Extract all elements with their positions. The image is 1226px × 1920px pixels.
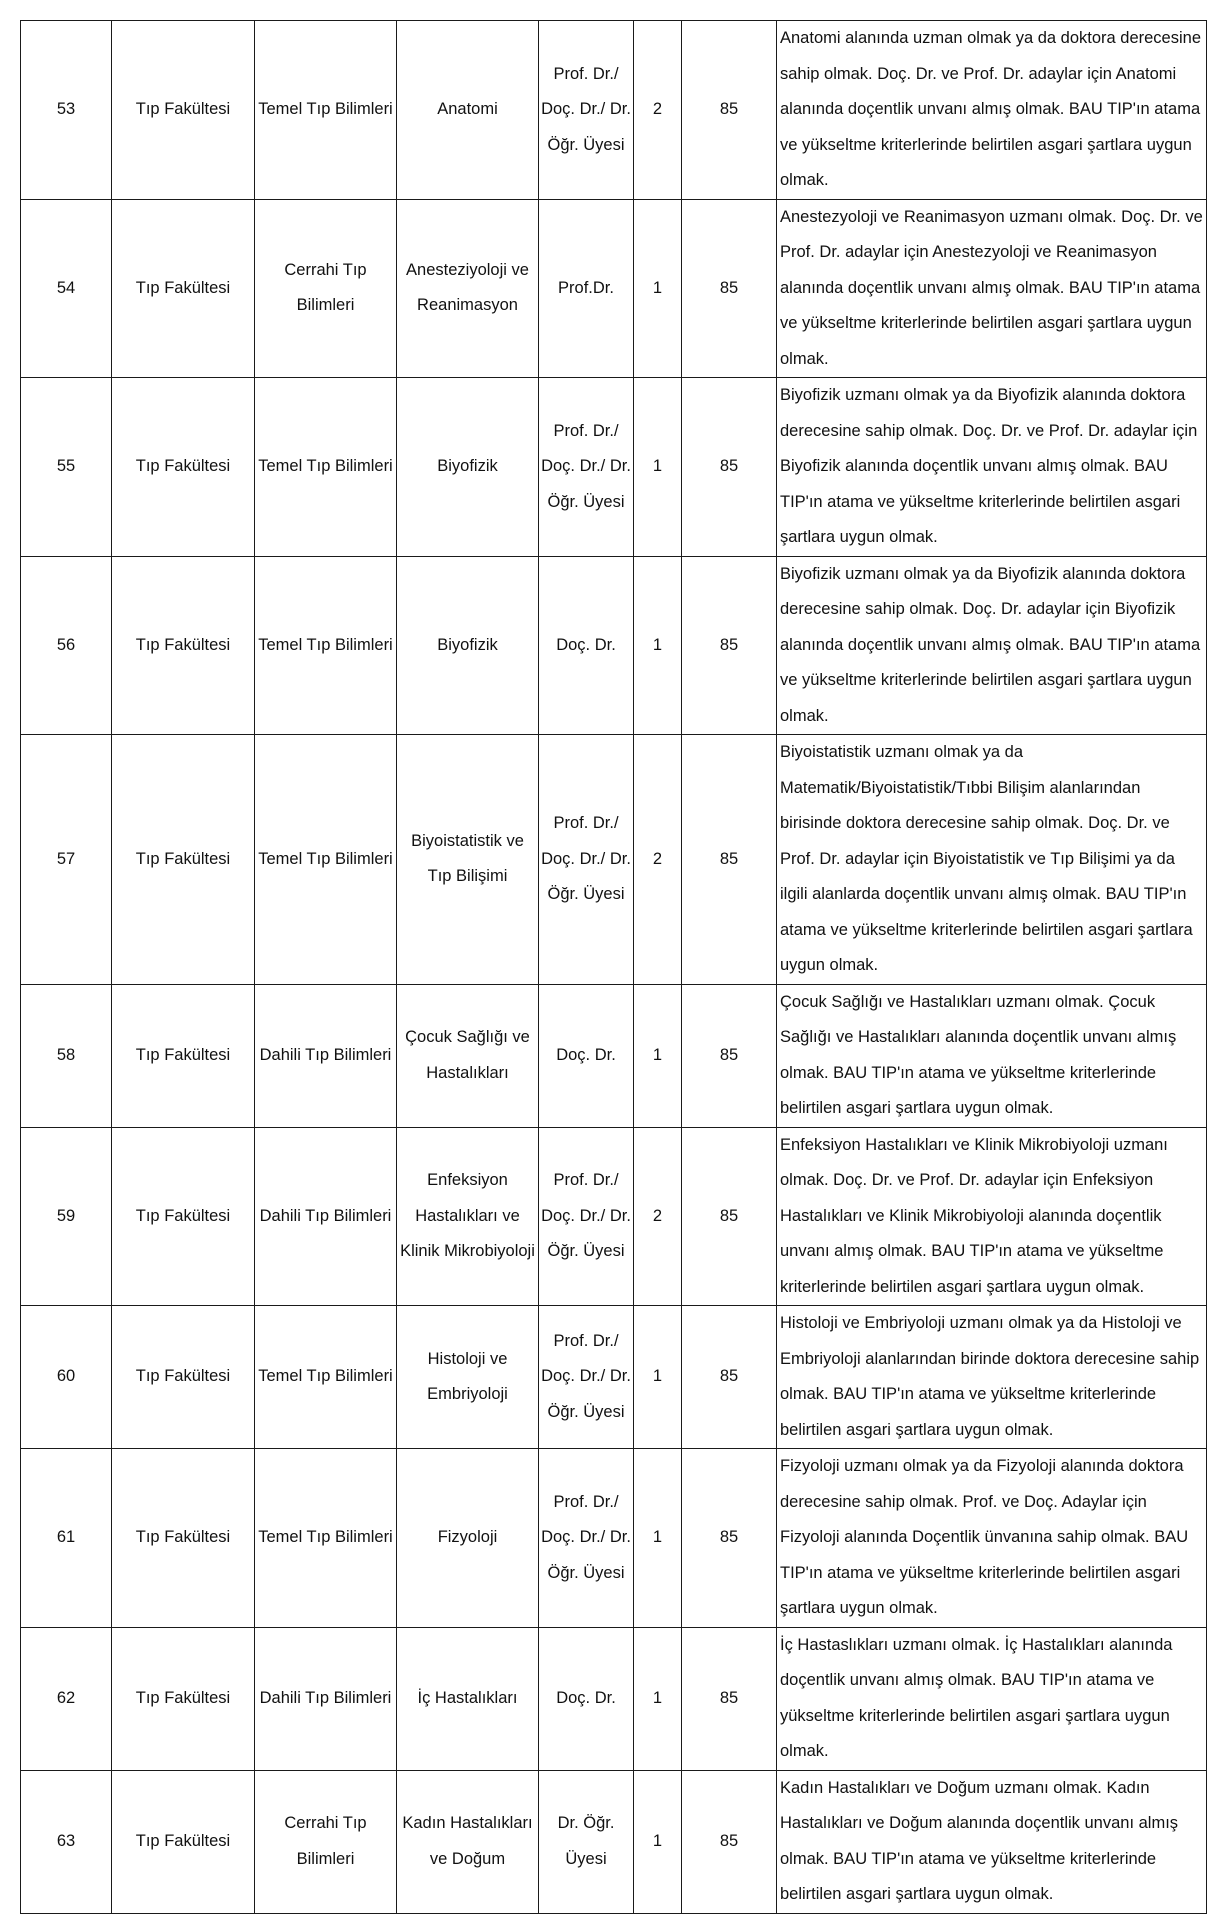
cell-academic-title: Prof. Dr./ Doç. Dr./ Dr. Öğr. Üyesi: [539, 735, 634, 985]
cell-faculty: Tıp Fakültesi: [112, 199, 255, 378]
cell-requirements: Anatomi alanında uzman olmak ya da doktora derecesine sahip olmak. Doç. Dr. ve Prof. Dr. adaylar için Anatomi alanında doçentlik unvanı almış olmak. BAU TIP'ın atama ve yükseltme kriterlerinde belirtilen asgari şartlara uygun olmak.: [777, 21, 1207, 200]
table-body: [21, 21, 1207, 1914]
cell-position-count: 2: [634, 21, 682, 200]
table-row: [21, 556, 1207, 735]
cell-number: 60: [21, 1306, 112, 1449]
cell-number: 53: [21, 21, 112, 200]
cell-score: 85: [682, 1770, 777, 1913]
cell-score: 85: [682, 1306, 777, 1449]
cell-position-count: 1: [634, 1770, 682, 1913]
table-row: [21, 984, 1207, 1127]
cell-academic-title: Doç. Dr.: [539, 984, 634, 1127]
table-row: [21, 1306, 1207, 1449]
cell-academic-title: Prof. Dr./ Doç. Dr./ Dr. Öğr. Üyesi: [539, 378, 634, 557]
cell-program: Biyofizik: [397, 378, 539, 557]
cell-academic-title: Prof. Dr./ Doç. Dr./ Dr. Öğr. Üyesi: [539, 1306, 634, 1449]
cell-requirements: Fizyoloji uzmanı olmak ya da Fizyoloji alanında doktora derecesine sahip olmak. Prof. ve Doç. Adaylar için Fizyoloji alanında Doçentlik ünvanına sahip olmak. BAU TIP'ın atama ve yükseltme kriterlerinde belirtilen asgari şartlara uygun olmak.: [777, 1449, 1207, 1628]
cell-faculty: Tıp Fakültesi: [112, 1306, 255, 1449]
cell-number: 56: [21, 556, 112, 735]
cell-position-count: 2: [634, 735, 682, 985]
cell-department: Temel Tıp Bilimleri: [255, 1449, 397, 1628]
cell-academic-title: Prof. Dr./ Doç. Dr./ Dr. Öğr. Üyesi: [539, 1127, 634, 1306]
cell-position-count: 1: [634, 1306, 682, 1449]
table-row: [21, 1770, 1207, 1913]
cell-academic-title: Prof. Dr./ Doç. Dr./ Dr. Öğr. Üyesi: [539, 1449, 634, 1628]
cell-program: Fizyoloji: [397, 1449, 539, 1628]
cell-requirements: Kadın Hastalıkları ve Doğum uzmanı olmak. Kadın Hastalıkları ve Doğum alanında doçentlik unvanı almış olmak. BAU TIP'ın atama ve yükseltme kriterlerinde belirtilen asgari şartlara uygun olmak.: [777, 1770, 1207, 1913]
cell-program: Anatomi: [397, 21, 539, 200]
cell-number: 61: [21, 1449, 112, 1628]
cell-academic-title: Doç. Dr.: [539, 1627, 634, 1770]
cell-number: 59: [21, 1127, 112, 1306]
cell-department: Dahili Tıp Bilimleri: [255, 984, 397, 1127]
cell-score: 85: [682, 1127, 777, 1306]
cell-requirements: Histoloji ve Embriyoloji uzmanı olmak ya da Histoloji ve Embriyoloji alanlarından birinde doktora derecesine sahip olmak. BAU TIP'ın atama ve yükseltme kriterlerinde belirtilen asgari şartlara uygun olmak.: [777, 1306, 1207, 1449]
cell-score: 85: [682, 378, 777, 557]
cell-faculty: Tıp Fakültesi: [112, 1449, 255, 1628]
cell-requirements: Çocuk Sağlığı ve Hastalıkları uzmanı olmak. Çocuk Sağlığı ve Hastalıkları alanında doçentlik unvanı almış olmak. BAU TIP'ın atama ve yükseltme kriterlerinde belirtilen asgari şartlara uygun olmak.: [777, 984, 1207, 1127]
cell-position-count: 2: [634, 1127, 682, 1306]
cell-requirements: Enfeksiyon Hastalıkları ve Klinik Mikrobiyoloji uzmanı olmak. Doç. Dr. ve Prof. Dr. adaylar için Enfeksiyon Hastalıkları ve Klinik Mikrobiyoloji alanında doçentlik unvanı almış olmak. BAU TIP'ın atama ve yükseltme kriterlerinde belirtilen asgari şartlara uygun olmak.: [777, 1127, 1207, 1306]
cell-faculty: Tıp Fakültesi: [112, 21, 255, 200]
cell-academic-title: Dr. Öğr. Üyesi: [539, 1770, 634, 1913]
cell-department: Cerrahi Tıp Bilimleri: [255, 1770, 397, 1913]
cell-department: Dahili Tıp Bilimleri: [255, 1127, 397, 1306]
cell-faculty: Tıp Fakültesi: [112, 984, 255, 1127]
cell-number: 62: [21, 1627, 112, 1770]
cell-number: 58: [21, 984, 112, 1127]
cell-academic-title: Prof.Dr.: [539, 199, 634, 378]
cell-position-count: 1: [634, 1627, 682, 1770]
cell-number: 54: [21, 199, 112, 378]
cell-number: 57: [21, 735, 112, 985]
table-row: [21, 1627, 1207, 1770]
cell-faculty: Tıp Fakültesi: [112, 735, 255, 985]
table-row: [21, 1449, 1207, 1628]
cell-requirements: Anestezyoloji ve Reanimasyon uzmanı olmak. Doç. Dr. ve Prof. Dr. adaylar için Anestezyoloji ve Reanimasyon alanında doçentlik unvanı almış olmak. BAU TIP'ın atama ve yükseltme kriterlerinde belirtilen asgari şartlara uygun olmak.: [777, 199, 1207, 378]
table-row: [21, 378, 1207, 557]
cell-requirements: Biyofizik uzmanı olmak ya da Biyofizik alanında doktora derecesine sahip olmak. Doç. Dr. ve Prof. Dr. adaylar için Biyofizik alanında doçentlik unvanı almış olmak. BAU TIP'ın atama ve yükseltme kriterlerinde belirtilen asgari şartlara uygun olmak.: [777, 378, 1207, 557]
cell-position-count: 1: [634, 378, 682, 557]
cell-academic-title: Prof. Dr./ Doç. Dr./ Dr. Öğr. Üyesi: [539, 21, 634, 200]
cell-position-count: 1: [634, 984, 682, 1127]
cell-position-count: 1: [634, 199, 682, 378]
table-row: [21, 21, 1207, 200]
cell-score: 85: [682, 199, 777, 378]
cell-faculty: Tıp Fakültesi: [112, 1770, 255, 1913]
cell-requirements: Biyoistatistik uzmanı olmak ya da Matematik/Biyoistatistik/Tıbbi Bilişim alanlarından birisinde doktora derecesine sahip olmak. Doç. Dr. ve Prof. Dr. adaylar için Biyoistatistik ve Tıp Bilişimi ya da ilgili alanlarda doçentlik unvanı almış olmak. BAU TIP'ın atama ve yükseltme kriterlerinde belirtilen asgari şartlara uygun olmak.: [777, 735, 1207, 985]
cell-department: Temel Tıp Bilimleri: [255, 556, 397, 735]
cell-score: 85: [682, 1449, 777, 1628]
cell-number: 63: [21, 1770, 112, 1913]
cell-academic-title: Doç. Dr.: [539, 556, 634, 735]
document-page: [20, 20, 1207, 1914]
cell-score: 85: [682, 556, 777, 735]
table-row: [21, 1127, 1207, 1306]
cell-faculty: Tıp Fakültesi: [112, 378, 255, 557]
cell-department: Temel Tıp Bilimleri: [255, 1306, 397, 1449]
cell-program: Biyofizik: [397, 556, 539, 735]
cell-department: Temel Tıp Bilimleri: [255, 378, 397, 557]
cell-department: Temel Tıp Bilimleri: [255, 21, 397, 200]
cell-department: Temel Tıp Bilimleri: [255, 735, 397, 985]
cell-score: 85: [682, 735, 777, 985]
cell-program: Kadın Hastalıkları ve Doğum: [397, 1770, 539, 1913]
cell-program: İç Hastalıkları: [397, 1627, 539, 1770]
cell-requirements: İç Hastaslıkları uzmanı olmak. İç Hastalıkları alanında doçentlik unvanı almış olmak. BAU TIP'ın atama ve yükseltme kriterlerinde belirtilen asgari şartlara uygun olmak.: [777, 1627, 1207, 1770]
positions-table: [20, 20, 1207, 1914]
cell-score: 85: [682, 984, 777, 1127]
cell-program: Biyoistatistik ve Tıp Bilişimi: [397, 735, 539, 985]
cell-department: Cerrahi Tıp Bilimleri: [255, 199, 397, 378]
cell-position-count: 1: [634, 1449, 682, 1628]
cell-program: Enfeksiyon Hastalıkları ve Klinik Mikrobiyoloji: [397, 1127, 539, 1306]
table-row: [21, 199, 1207, 378]
cell-program: Histoloji ve Embriyoloji: [397, 1306, 539, 1449]
table-row: [21, 735, 1207, 985]
cell-program: Anesteziyoloji ve Reanimasyon: [397, 199, 539, 378]
cell-program: Çocuk Sağlığı ve Hastalıkları: [397, 984, 539, 1127]
cell-requirements: Biyofizik uzmanı olmak ya da Biyofizik alanında doktora derecesine sahip olmak. Doç. Dr. adaylar için Biyofizik alanında doçentlik unvanı almış olmak. BAU TIP'ın atama ve yükseltme kriterlerinde belirtilen asgari şartlara uygun olmak.: [777, 556, 1207, 735]
cell-faculty: Tıp Fakültesi: [112, 1627, 255, 1770]
cell-position-count: 1: [634, 556, 682, 735]
cell-department: Dahili Tıp Bilimleri: [255, 1627, 397, 1770]
cell-faculty: Tıp Fakültesi: [112, 556, 255, 735]
cell-faculty: Tıp Fakültesi: [112, 1127, 255, 1306]
cell-score: 85: [682, 21, 777, 200]
cell-score: 85: [682, 1627, 777, 1770]
cell-number: 55: [21, 378, 112, 557]
